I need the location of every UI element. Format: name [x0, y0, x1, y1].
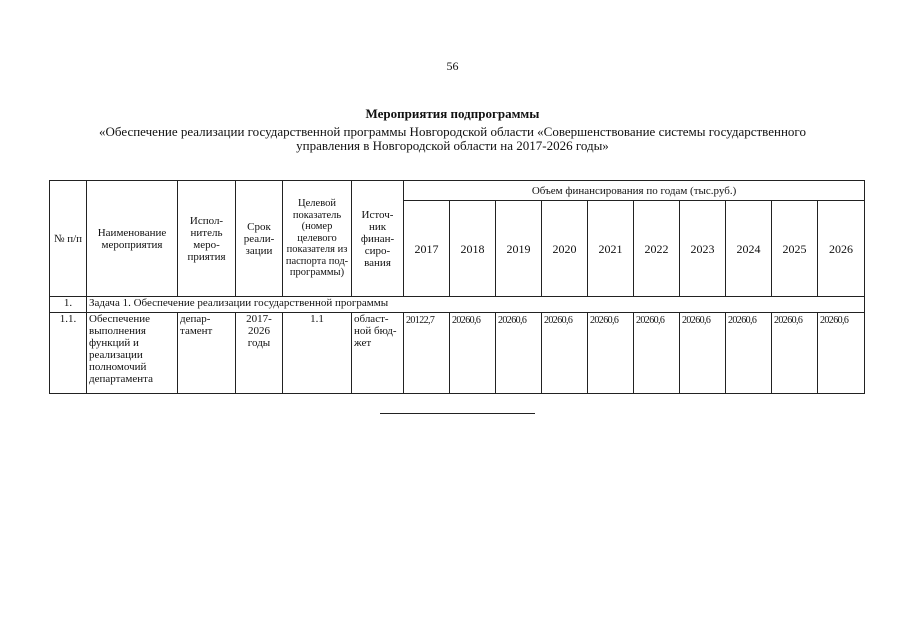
header-year: 2018 — [450, 201, 496, 297]
row-value: 20260,6 — [772, 313, 818, 394]
row-value: 20260,6 — [588, 313, 634, 394]
header-year: 2020 — [542, 201, 588, 297]
header-year: 2024 — [726, 201, 772, 297]
row-value: 20260,6 — [450, 313, 496, 394]
header-source: Источ-ник финан-сиро-вания — [352, 181, 404, 297]
row-term: 2017-2026 годы — [236, 313, 283, 394]
row-num: 1.1. — [50, 313, 87, 394]
header-year: 2026 — [818, 201, 865, 297]
row-value: 20260,6 — [496, 313, 542, 394]
header-term: Срок реали-зации — [236, 181, 283, 297]
header-funding: Объем финансирования по годам (тыс.руб.) — [404, 181, 865, 201]
closing-rule — [380, 413, 535, 414]
document-subtitle: «Обеспечение реализации государственной программы Новгородской области «Совершенствование системы государственного управления в Новгородской области на 2017-2026 годы» — [99, 124, 806, 153]
row-name: Обеспечение выполнения функций и реализации полномочий департамента — [87, 313, 178, 394]
row-indicator: 1.1 — [283, 313, 352, 394]
task-num: 1. — [50, 297, 87, 313]
activities-table — [49, 180, 865, 394]
row-value: 20260,6 — [680, 313, 726, 394]
header-year: 2023 — [680, 201, 726, 297]
row-value: 20260,6 — [634, 313, 680, 394]
page-number: 56 — [446, 59, 459, 73]
header-executor: Испол-нитель меро-приятия — [178, 181, 236, 297]
row-value: 20260,6 — [818, 313, 865, 394]
header-year: 2021 — [588, 201, 634, 297]
header-year: 2017 — [404, 201, 450, 297]
row-source: област-ной бюд-жет — [352, 313, 404, 394]
row-value: 20260,6 — [542, 313, 588, 394]
task-row — [50, 297, 865, 313]
header-indicator: Целевой показатель (номер целевого показателя из паспорта под-программы) — [283, 181, 352, 297]
task-text: Задача 1. Обеспечение реализации государственной программы — [87, 297, 865, 313]
row-value: 20260,6 — [726, 313, 772, 394]
header-name: Наименование мероприятия — [87, 181, 178, 297]
header-num: № п/п — [50, 181, 87, 297]
document-title: Мероприятия подпрограммы — [365, 106, 540, 121]
header-year: 2022 — [634, 201, 680, 297]
header-year: 2019 — [496, 201, 542, 297]
row-value: 20122,7 — [404, 313, 450, 394]
header-year: 2025 — [772, 201, 818, 297]
row-executor: депар-тамент — [178, 313, 236, 394]
table-row — [50, 313, 865, 394]
